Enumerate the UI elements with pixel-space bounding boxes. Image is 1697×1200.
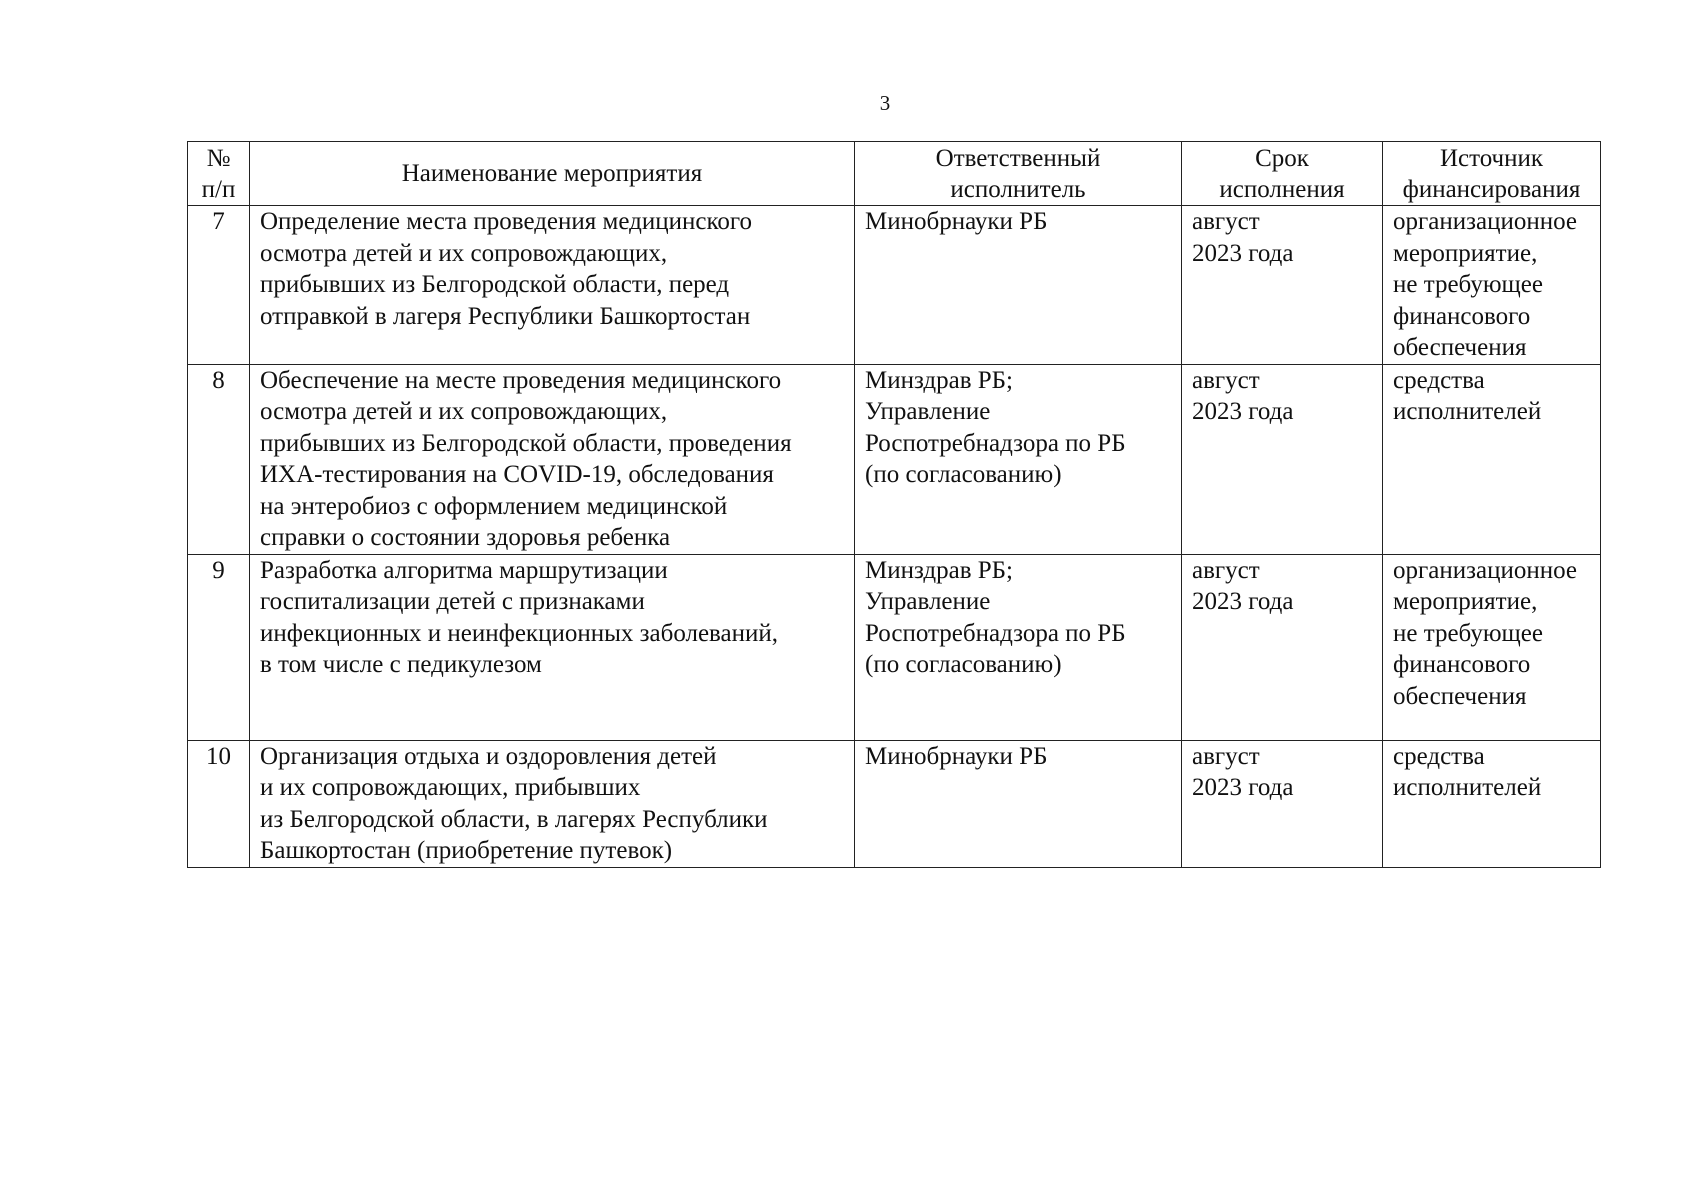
table-header-row — [188, 142, 1601, 206]
header-deadline: Срок исполнения — [1182, 142, 1383, 206]
event-name-cell: Организация отдыха и оздоровления детей и их сопровождающих, прибывших из Белгородской области, в лагерях Республики Башкортостан (приобретение путевок) — [250, 740, 855, 867]
funding-cell: организационное мероприятие, не требующее финансового обеспечения — [1383, 554, 1601, 740]
header-number: № п/п — [188, 142, 250, 206]
deadline-cell: август 2023 года — [1182, 206, 1383, 365]
row-number: 8 — [188, 364, 250, 554]
page-number: 3 — [879, 91, 891, 115]
row-number: 9 — [188, 554, 250, 740]
responsible-cell: Минобрнауки РБ — [855, 206, 1182, 365]
table-row — [188, 364, 1601, 554]
funding-cell: средства исполнителей — [1383, 364, 1601, 554]
funding-cell: средства исполнителей — [1383, 740, 1601, 867]
event-name-cell: Определение места проведения медицинского осмотра детей и их сопровождающих, прибывших из Белгородской области, перед отправкой в лагеря Республики Башкортостан — [250, 206, 855, 365]
deadline-cell: август 2023 года — [1182, 364, 1383, 554]
row-number: 10 — [188, 740, 250, 867]
event-name-cell: Разработка алгоритма маршрутизации госпитализации детей с признаками инфекционных и неинфекционных заболеваний, в том числе с педикулезом — [250, 554, 855, 740]
table-row — [188, 740, 1601, 867]
header-responsible: Ответственный исполнитель — [855, 142, 1182, 206]
header-funding: Источник финансирования — [1383, 142, 1601, 206]
responsible-cell: Минобрнауки РБ — [855, 740, 1182, 867]
header-event-name: Наименование мероприятия — [250, 142, 855, 206]
responsible-cell: Минздрав РБ; Управление Роспотребнадзора по РБ (по согласованию) — [855, 554, 1182, 740]
row-number: 7 — [188, 206, 250, 365]
deadline-cell: август 2023 года — [1182, 554, 1383, 740]
table-row — [188, 206, 1601, 365]
deadline-cell: август 2023 года — [1182, 740, 1383, 867]
funding-cell: организационное мероприятие, не требующее финансового обеспечения — [1383, 206, 1601, 365]
events-table — [187, 141, 1601, 868]
event-name-cell: Обеспечение на месте проведения медицинского осмотра детей и их сопровождающих, прибывших из Белгородской области, проведения ИХА-тестирования на COVID-19, обследования на энтеробиоз с оформлением медицинской справки о состоянии здоровья ребенка — [250, 364, 855, 554]
table-row — [188, 554, 1601, 740]
responsible-cell: Минздрав РБ; Управление Роспотребнадзора по РБ (по согласованию) — [855, 364, 1182, 554]
